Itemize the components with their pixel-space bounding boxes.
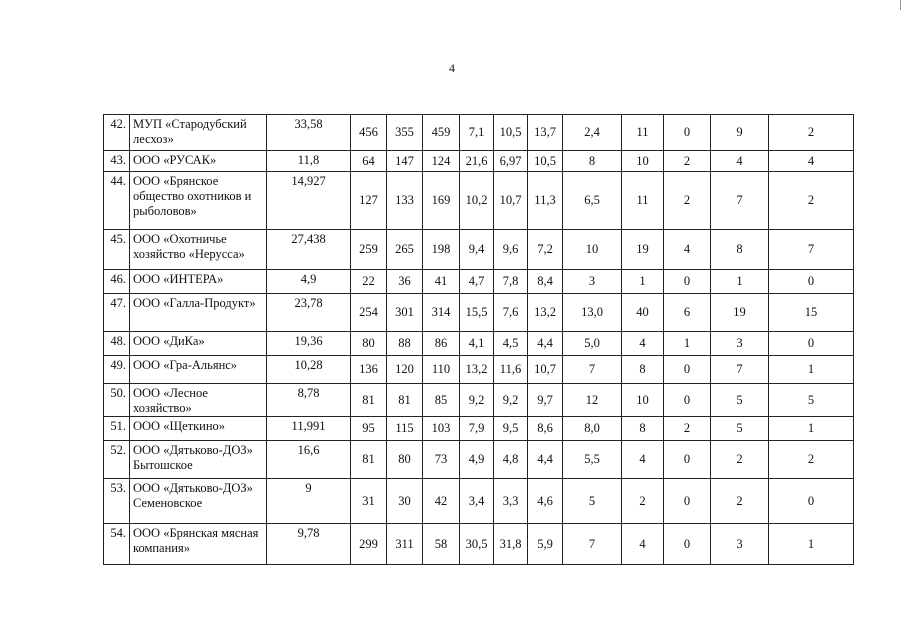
value-cell: 127 bbox=[351, 172, 387, 230]
value-cell: 7 bbox=[563, 524, 622, 565]
value-cell: 31,8 bbox=[494, 524, 528, 565]
value-cell: 64 bbox=[351, 151, 387, 172]
value-cell: 11 bbox=[622, 115, 664, 151]
table-row bbox=[104, 230, 854, 270]
value-cell: 13,2 bbox=[528, 294, 563, 332]
area-cell: 14,927 bbox=[267, 172, 351, 230]
table-row bbox=[104, 356, 854, 384]
value-cell: 259 bbox=[351, 230, 387, 270]
value-cell: 13,7 bbox=[528, 115, 563, 151]
row-number-cell: 49. bbox=[104, 356, 130, 384]
value-cell: 4 bbox=[622, 332, 664, 356]
value-cell: 4,9 bbox=[460, 441, 494, 479]
value-cell: 0 bbox=[769, 270, 854, 294]
value-cell: 15,5 bbox=[460, 294, 494, 332]
organization-name-cell: ООО «ИНТЕРА» bbox=[130, 270, 267, 294]
table-row bbox=[104, 172, 854, 230]
value-cell: 10,7 bbox=[494, 172, 528, 230]
value-cell: 9,2 bbox=[494, 384, 528, 417]
area-cell: 11,991 bbox=[267, 417, 351, 441]
table-row bbox=[104, 524, 854, 565]
value-cell: 9,7 bbox=[528, 384, 563, 417]
value-cell: 10 bbox=[622, 384, 664, 417]
value-cell: 3,3 bbox=[494, 479, 528, 524]
value-cell: 11 bbox=[622, 172, 664, 230]
area-cell: 10,28 bbox=[267, 356, 351, 384]
value-cell: 0 bbox=[664, 384, 711, 417]
value-cell: 5,0 bbox=[563, 332, 622, 356]
row-number-cell: 48. bbox=[104, 332, 130, 356]
value-cell: 19 bbox=[711, 294, 769, 332]
value-cell: 2 bbox=[769, 172, 854, 230]
table-row bbox=[104, 294, 854, 332]
value-cell: 4,7 bbox=[460, 270, 494, 294]
value-cell: 81 bbox=[351, 441, 387, 479]
organization-name-cell: МУП «Стародубский лесхоз» bbox=[130, 115, 267, 151]
organization-name-cell: ООО «ДиКа» bbox=[130, 332, 267, 356]
row-number-cell: 46. bbox=[104, 270, 130, 294]
value-cell: 3 bbox=[711, 524, 769, 565]
value-cell: 31 bbox=[351, 479, 387, 524]
value-cell: 85 bbox=[423, 384, 460, 417]
value-cell: 7,1 bbox=[460, 115, 494, 151]
value-cell: 103 bbox=[423, 417, 460, 441]
value-cell: 30 bbox=[387, 479, 423, 524]
table-row bbox=[104, 417, 854, 441]
value-cell: 80 bbox=[387, 441, 423, 479]
value-cell: 6,5 bbox=[563, 172, 622, 230]
value-cell: 0 bbox=[664, 524, 711, 565]
row-number-cell: 42. bbox=[104, 115, 130, 151]
value-cell: 9,6 bbox=[494, 230, 528, 270]
value-cell: 124 bbox=[423, 151, 460, 172]
value-cell: 81 bbox=[387, 384, 423, 417]
value-cell: 41 bbox=[423, 270, 460, 294]
value-cell: 198 bbox=[423, 230, 460, 270]
value-cell: 2 bbox=[622, 479, 664, 524]
area-cell: 19,36 bbox=[267, 332, 351, 356]
value-cell: 10,5 bbox=[494, 115, 528, 151]
value-cell: 0 bbox=[664, 270, 711, 294]
value-cell: 456 bbox=[351, 115, 387, 151]
row-number-cell: 47. bbox=[104, 294, 130, 332]
area-cell: 27,438 bbox=[267, 230, 351, 270]
value-cell: 9,5 bbox=[494, 417, 528, 441]
value-cell: 7,2 bbox=[528, 230, 563, 270]
value-cell: 3,4 bbox=[460, 479, 494, 524]
hunting-grounds-table bbox=[103, 114, 854, 565]
row-number-cell: 53. bbox=[104, 479, 130, 524]
value-cell: 8 bbox=[622, 356, 664, 384]
value-cell: 95 bbox=[351, 417, 387, 441]
organization-name-cell: ООО «Щеткино» bbox=[130, 417, 267, 441]
value-cell: 7 bbox=[769, 230, 854, 270]
value-cell: 2 bbox=[769, 115, 854, 151]
value-cell: 0 bbox=[769, 332, 854, 356]
value-cell: 4,4 bbox=[528, 332, 563, 356]
row-number-cell: 45. bbox=[104, 230, 130, 270]
value-cell: 10,2 bbox=[460, 172, 494, 230]
value-cell: 9,2 bbox=[460, 384, 494, 417]
value-cell: 314 bbox=[423, 294, 460, 332]
value-cell: 301 bbox=[387, 294, 423, 332]
value-cell: 10,5 bbox=[528, 151, 563, 172]
value-cell: 73 bbox=[423, 441, 460, 479]
value-cell: 0 bbox=[664, 479, 711, 524]
table-row bbox=[104, 151, 854, 172]
value-cell: 0 bbox=[664, 441, 711, 479]
value-cell: 115 bbox=[387, 417, 423, 441]
area-cell: 23,78 bbox=[267, 294, 351, 332]
organization-name-cell: ООО «Дятьково-ДОЗ» Бытошское bbox=[130, 441, 267, 479]
value-cell: 4 bbox=[769, 151, 854, 172]
organization-name-cell: ООО «РУСАК» bbox=[130, 151, 267, 172]
value-cell: 5,9 bbox=[528, 524, 563, 565]
value-cell: 7 bbox=[563, 356, 622, 384]
row-number-cell: 52. bbox=[104, 441, 130, 479]
value-cell: 80 bbox=[351, 332, 387, 356]
value-cell: 8 bbox=[622, 417, 664, 441]
value-cell: 10 bbox=[563, 230, 622, 270]
value-cell: 5 bbox=[711, 417, 769, 441]
value-cell: 4 bbox=[622, 441, 664, 479]
organization-name-cell: ООО «Галла-Продукт» bbox=[130, 294, 267, 332]
value-cell: 5 bbox=[711, 384, 769, 417]
value-cell: 4,1 bbox=[460, 332, 494, 356]
row-number-cell: 51. bbox=[104, 417, 130, 441]
value-cell: 15 bbox=[769, 294, 854, 332]
organization-name-cell: ООО «Брянское общество охотников и рыболовов» bbox=[130, 172, 267, 230]
value-cell: 1 bbox=[711, 270, 769, 294]
row-number-cell: 43. bbox=[104, 151, 130, 172]
value-cell: 3 bbox=[711, 332, 769, 356]
value-cell: 13,0 bbox=[563, 294, 622, 332]
value-cell: 299 bbox=[351, 524, 387, 565]
page-number: 4 bbox=[449, 61, 455, 75]
value-cell: 7 bbox=[711, 356, 769, 384]
value-cell: 1 bbox=[622, 270, 664, 294]
value-cell: 7 bbox=[711, 172, 769, 230]
value-cell: 5 bbox=[769, 384, 854, 417]
value-cell: 19 bbox=[622, 230, 664, 270]
value-cell: 120 bbox=[387, 356, 423, 384]
value-cell: 7,8 bbox=[494, 270, 528, 294]
table-row bbox=[104, 332, 854, 356]
value-cell: 10 bbox=[622, 151, 664, 172]
value-cell: 265 bbox=[387, 230, 423, 270]
value-cell: 0 bbox=[769, 479, 854, 524]
value-cell: 133 bbox=[387, 172, 423, 230]
row-number-cell: 54. bbox=[104, 524, 130, 565]
value-cell: 147 bbox=[387, 151, 423, 172]
value-cell: 110 bbox=[423, 356, 460, 384]
value-cell: 22 bbox=[351, 270, 387, 294]
value-cell: 7,6 bbox=[494, 294, 528, 332]
value-cell: 21,6 bbox=[460, 151, 494, 172]
value-cell: 42 bbox=[423, 479, 460, 524]
value-cell: 1 bbox=[664, 332, 711, 356]
value-cell: 4,8 bbox=[494, 441, 528, 479]
value-cell: 13,2 bbox=[460, 356, 494, 384]
value-cell: 9,4 bbox=[460, 230, 494, 270]
value-cell: 2 bbox=[711, 441, 769, 479]
value-cell: 40 bbox=[622, 294, 664, 332]
value-cell: 81 bbox=[351, 384, 387, 417]
value-cell: 4 bbox=[711, 151, 769, 172]
area-cell: 16,6 bbox=[267, 441, 351, 479]
organization-name-cell: ООО «Гра-Альянс» bbox=[130, 356, 267, 384]
area-cell: 9,78 bbox=[267, 524, 351, 565]
value-cell: 1 bbox=[769, 356, 854, 384]
row-number-cell: 50. bbox=[104, 384, 130, 417]
value-cell: 1 bbox=[769, 524, 854, 565]
value-cell: 2 bbox=[664, 172, 711, 230]
value-cell: 8,4 bbox=[528, 270, 563, 294]
value-cell: 30,5 bbox=[460, 524, 494, 565]
area-cell: 33,58 bbox=[267, 115, 351, 151]
value-cell: 1 bbox=[769, 417, 854, 441]
value-cell: 88 bbox=[387, 332, 423, 356]
value-cell: 459 bbox=[423, 115, 460, 151]
value-cell: 10,7 bbox=[528, 356, 563, 384]
value-cell: 0 bbox=[664, 115, 711, 151]
value-cell: 136 bbox=[351, 356, 387, 384]
value-cell: 4 bbox=[664, 230, 711, 270]
table-row bbox=[104, 384, 854, 417]
value-cell: 9 bbox=[711, 115, 769, 151]
value-cell: 11,6 bbox=[494, 356, 528, 384]
area-cell: 8,78 bbox=[267, 384, 351, 417]
organization-name-cell: ООО «Лесное хозяйство» bbox=[130, 384, 267, 417]
scan-edge-mark bbox=[900, 0, 901, 10]
value-cell: 8,6 bbox=[528, 417, 563, 441]
table-row bbox=[104, 441, 854, 479]
value-cell: 355 bbox=[387, 115, 423, 151]
value-cell: 4,4 bbox=[528, 441, 563, 479]
row-number-cell: 44. bbox=[104, 172, 130, 230]
value-cell: 8 bbox=[563, 151, 622, 172]
value-cell: 0 bbox=[664, 356, 711, 384]
area-cell: 11,8 bbox=[267, 151, 351, 172]
value-cell: 311 bbox=[387, 524, 423, 565]
value-cell: 36 bbox=[387, 270, 423, 294]
area-cell: 4,9 bbox=[267, 270, 351, 294]
value-cell: 4 bbox=[622, 524, 664, 565]
value-cell: 3 bbox=[563, 270, 622, 294]
organization-name-cell: ООО «Брянская мясная компания» bbox=[130, 524, 267, 565]
value-cell: 11,3 bbox=[528, 172, 563, 230]
value-cell: 2,4 bbox=[563, 115, 622, 151]
value-cell: 8,0 bbox=[563, 417, 622, 441]
value-cell: 12 bbox=[563, 384, 622, 417]
value-cell: 2 bbox=[664, 151, 711, 172]
area-cell: 9 bbox=[267, 479, 351, 524]
value-cell: 5,5 bbox=[563, 441, 622, 479]
organization-name-cell: ООО «Охотничье хозяйство «Нерусса» bbox=[130, 230, 267, 270]
value-cell: 169 bbox=[423, 172, 460, 230]
value-cell: 2 bbox=[769, 441, 854, 479]
organization-name-cell: ООО «Дятьково-ДОЗ» Семеновское bbox=[130, 479, 267, 524]
value-cell: 254 bbox=[351, 294, 387, 332]
value-cell: 4,6 bbox=[528, 479, 563, 524]
table-row bbox=[104, 270, 854, 294]
hunting-grounds-table-container bbox=[103, 114, 854, 565]
value-cell: 5 bbox=[563, 479, 622, 524]
value-cell: 86 bbox=[423, 332, 460, 356]
table-row bbox=[104, 115, 854, 151]
value-cell: 58 bbox=[423, 524, 460, 565]
value-cell: 2 bbox=[711, 479, 769, 524]
value-cell: 4,5 bbox=[494, 332, 528, 356]
value-cell: 2 bbox=[664, 417, 711, 441]
table-row bbox=[104, 479, 854, 524]
value-cell: 6 bbox=[664, 294, 711, 332]
value-cell: 7,9 bbox=[460, 417, 494, 441]
value-cell: 6,97 bbox=[494, 151, 528, 172]
value-cell: 8 bbox=[711, 230, 769, 270]
table-body bbox=[104, 115, 854, 565]
